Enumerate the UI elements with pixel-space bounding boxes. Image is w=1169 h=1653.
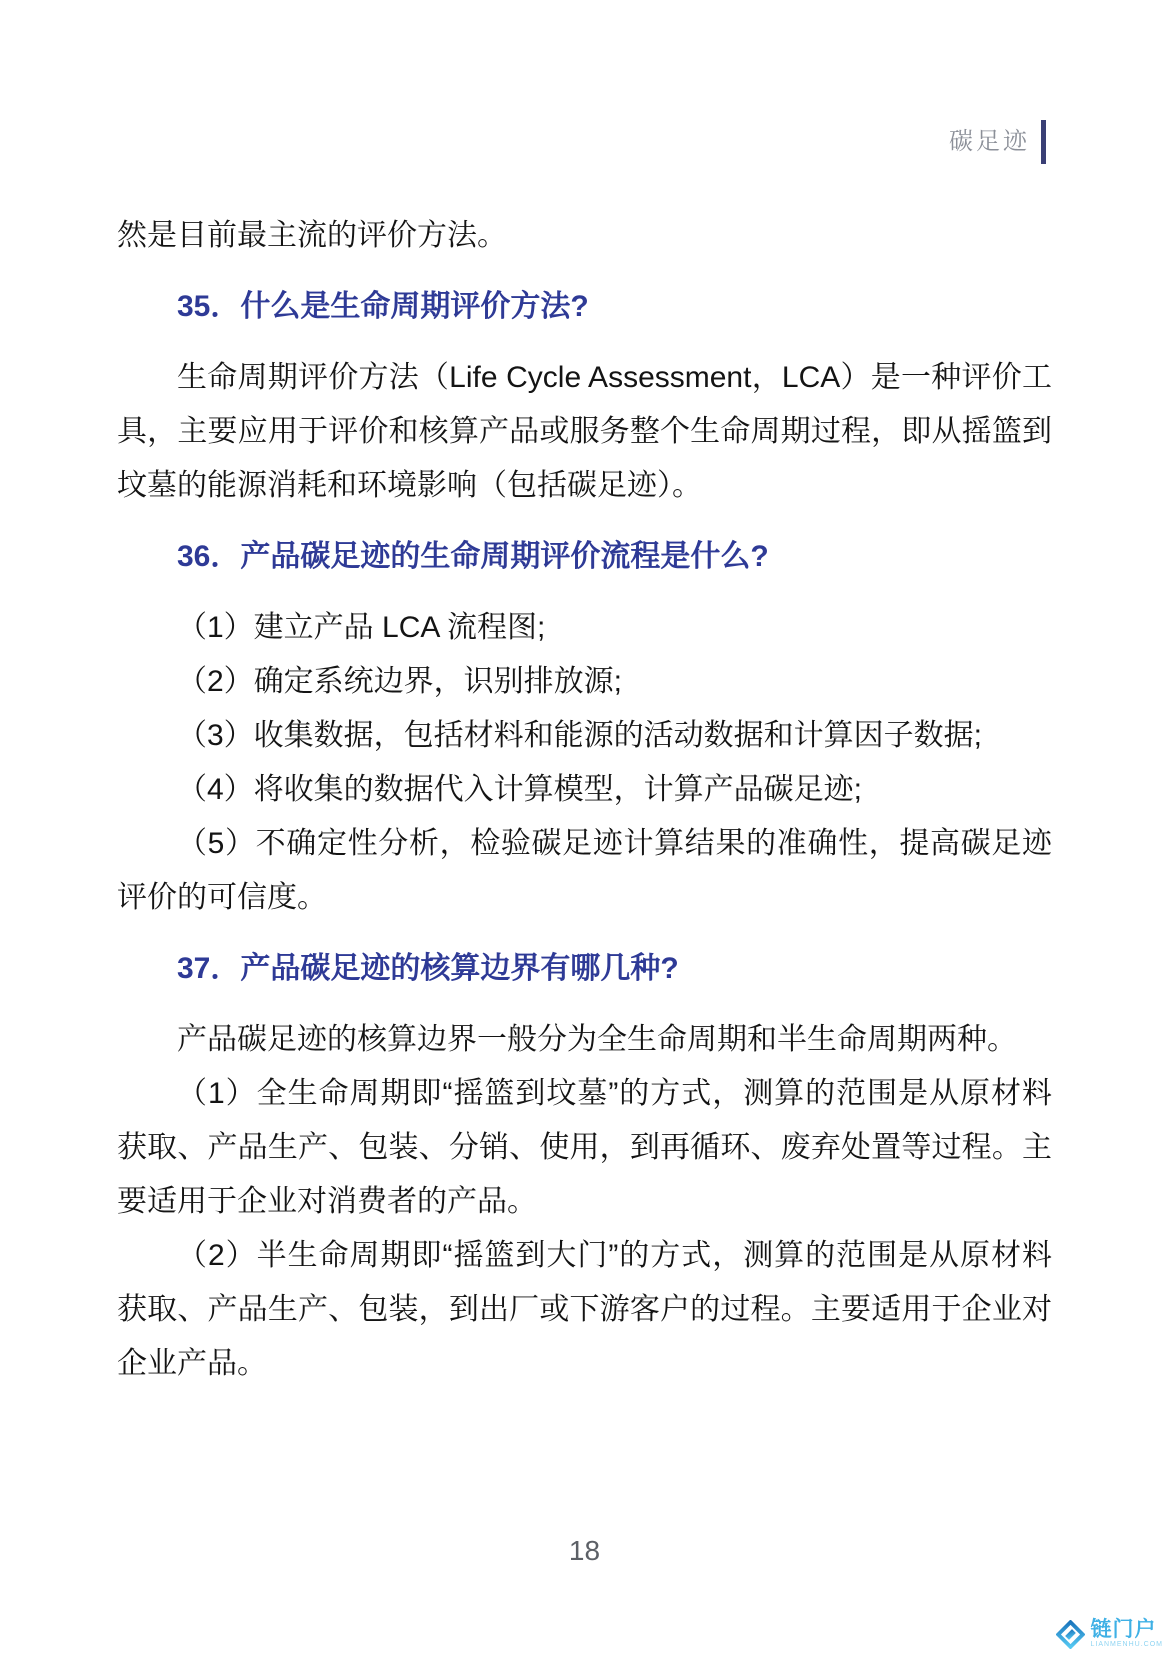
running-header-title: 碳足迹: [949, 128, 1030, 155]
continuation-paragraph: 然是目前最主流的评价方法。: [117, 219, 507, 252]
question-37-heading: 37．产品碳足迹的核算边界有哪几种?: [177, 952, 679, 985]
question-37-intro: 产品碳足迹的核算边界一般分为全生命周期和半生命周期两种。: [177, 1023, 1017, 1056]
question-35-answer: 生命周期评价方法（Life Cycle Assessment，LCA）是一种评价工具，主要应用于评价和核算产品或服务整个生命周期过程，即从摇篮到坟墓的能源消耗和环境影响（包括碳足迹）。: [117, 361, 1052, 502]
boundary-half-lifecycle-paragraph: （2）半生命周期即“摇篮到大门”的方式，测算的范围是从原材料获取、产品生产、包装，到出厂或下游客户的过程。主要适用于企业对企业产品。: [117, 1239, 1052, 1380]
lca-step-2: （2）确定系统边界，识别排放源;: [177, 665, 623, 698]
lca-step-5: （5）不确定性分析，检验碳足迹计算结果的准确性，提高碳足迹评价的可信度。: [117, 827, 1052, 914]
page-header: [949, 120, 1046, 164]
question-35-heading: 35．什么是生命周期评价方法?: [177, 290, 589, 323]
brand-text-block: [1090, 1619, 1163, 1649]
boundary-full-lifecycle-paragraph: （1）全生命周期即“摇篮到坟墓”的方式，测算的范围是从原材料获取、产品生产、包装、分销、使用，到再循环、废弃处置等过程。主要适用于企业对消费者的产品。: [117, 1077, 1052, 1218]
lca-step-4: （4）将收集的数据代入计算模型，计算产品碳足迹;: [177, 773, 863, 806]
brand-watermark: [1056, 1619, 1163, 1649]
brand-domain: LIANMENHU.COM: [1090, 1641, 1163, 1648]
question-36-heading: 36．产品碳足迹的生命周期评价流程是什么?: [177, 540, 769, 573]
brand-name: 链门户: [1090, 1618, 1157, 1641]
lca-step-3: （3）收集数据，包括材料和能源的活动数据和计算因子数据;: [177, 719, 983, 752]
document-body: [117, 209, 1052, 1391]
lca-step-1: （1）建立产品 LCA 流程图;: [177, 611, 546, 644]
page-number: 18: [568, 1535, 601, 1566]
brand-logo-icon: [1056, 1620, 1085, 1649]
header-accent-bar: [1041, 120, 1046, 164]
